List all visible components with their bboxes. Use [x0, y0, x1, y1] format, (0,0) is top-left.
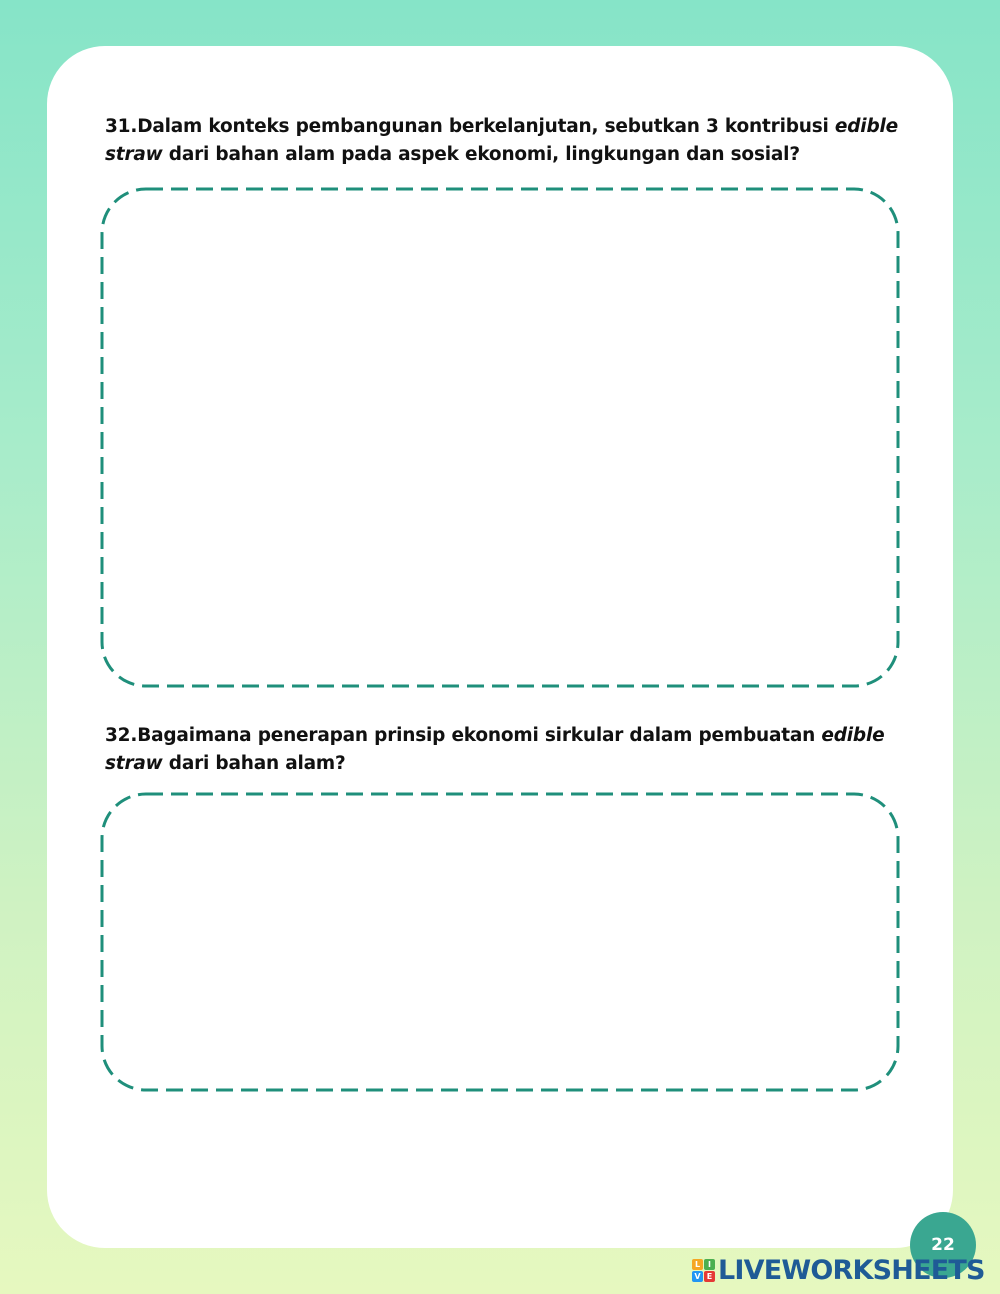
logo-letter-l: L — [692, 1259, 703, 1270]
question-31-text-start: Dalam konteks pembangunan berkelanjutan, sebutkan 3 kontribusi — [137, 116, 835, 137]
logo-letter-i: I — [704, 1259, 715, 1270]
answer-input-31[interactable] — [120, 207, 880, 668]
page-number-badge: 22 — [910, 1212, 976, 1278]
question-32-number: 32. — [105, 725, 138, 746]
question-31-number: 31. — [105, 116, 138, 137]
answer-box-32[interactable] — [100, 792, 900, 1092]
question-32-italic-straw: straw — [105, 753, 163, 774]
question-31-italic-edible: edible — [834, 116, 898, 137]
brand-name: LIVEWORKSHEETS — [718, 1254, 985, 1286]
question-31 — [105, 113, 905, 169]
liveworksheets-logo-icon — [692, 1259, 715, 1282]
question-32-text-start: Bagaimana penerapan prinsip ekonomi sirkular dalam pembuatan — [137, 725, 822, 746]
question-32-text-end: dari bahan alam? — [162, 753, 346, 774]
answer-box-31[interactable] — [100, 187, 900, 688]
logo-letter-e: E — [704, 1271, 715, 1282]
liveworksheets-brand[interactable] — [692, 1254, 985, 1286]
answer-input-32[interactable] — [120, 812, 880, 1072]
question-31-italic-straw: straw — [105, 144, 163, 165]
question-31-text-end: dari bahan alam pada aspek ekonomi, lingkungan dan sosial? — [162, 144, 800, 165]
question-32 — [105, 722, 905, 778]
logo-letter-v: V — [692, 1271, 703, 1282]
question-32-italic-edible: edible — [821, 725, 885, 746]
